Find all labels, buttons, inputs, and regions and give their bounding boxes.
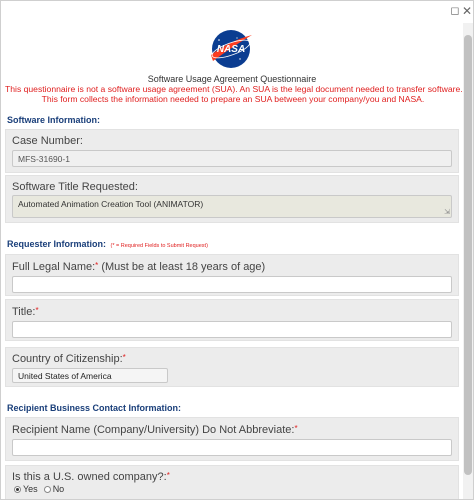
required-marker: * [122,353,126,362]
nasa-logo-text: NASA [216,44,246,55]
us-owned-panel [5,465,459,500]
notice-line-2: This form collects the information needed to prepare an SUA between your company/you and NASA. [41,94,425,104]
no-radio[interactable] [44,486,51,493]
full-name-input[interactable] [12,276,452,293]
close-icon[interactable]: ✕ [461,4,473,18]
title-label: Title: [12,306,36,318]
title-panel [5,299,459,341]
full-name-label: Full Legal Name: [12,261,96,273]
us-owned-label-row [12,471,170,483]
required-marker: * [95,261,99,270]
vertical-scrollbar[interactable] [463,23,473,500]
case-number-field[interactable]: MFS-31690-1 [12,150,452,167]
us-owned-label: Is this a U.S. owned company?: [12,471,167,483]
country-label: Country of Citizenship: [12,353,123,365]
window-titlebar [1,1,473,23]
title-label-row [12,306,39,318]
full-name-note: (Must be at least 18 years of age) [101,261,266,273]
resize-grip-icon[interactable]: ⇲ [444,209,450,216]
country-label-row [12,353,126,365]
nasa-logo [207,27,255,71]
country-panel [5,347,459,387]
requester-info-heading-text: Requester Information: [7,239,107,249]
software-title-label: Software Title Requested: [12,181,138,193]
title-input[interactable] [12,321,452,338]
software-title-field[interactable] [12,195,452,218]
recipient-name-label: Recipient Name (Company/University) Do Not Abbreviate: [12,424,295,436]
required-marker: * [35,306,39,315]
notice-line-1: This questionnaire is not a software usage agreement (SUA). An SUA is the legal document needed to transfer software. [5,84,463,94]
country-select[interactable]: United States of America [12,368,168,383]
software-title-panel [5,175,459,223]
case-number-panel [5,129,459,173]
software-title-value: Automated Animation Creation Tool (ANIMATOR) [18,199,204,209]
page-title: Software Usage Agreement Questionnaire [147,74,317,84]
restore-icon[interactable]: ◻ [450,5,460,17]
required-marker: * [294,424,298,433]
recipient-name-label-row [12,424,298,436]
yes-radio[interactable] [14,486,21,493]
requester-info-heading [7,239,208,249]
required-marker: * [166,471,170,480]
us-owned-radio-group [14,484,70,494]
case-number-label: Case Number: [12,135,83,147]
form-content [1,23,463,500]
scroll-thumb[interactable] [464,35,472,475]
recipient-name-panel [5,417,459,461]
no-radio-label[interactable]: No [52,484,65,494]
recipient-info-heading: Recipient Business Contact Information: [7,403,182,413]
full-name-label-row [12,261,265,273]
software-info-heading: Software Information: [7,115,101,125]
required-fields-note: (* = Required Fields to Submit Request) [110,243,208,249]
yes-radio-label[interactable]: Yes [23,484,38,494]
full-name-panel [5,254,459,296]
recipient-name-input[interactable] [12,439,452,456]
